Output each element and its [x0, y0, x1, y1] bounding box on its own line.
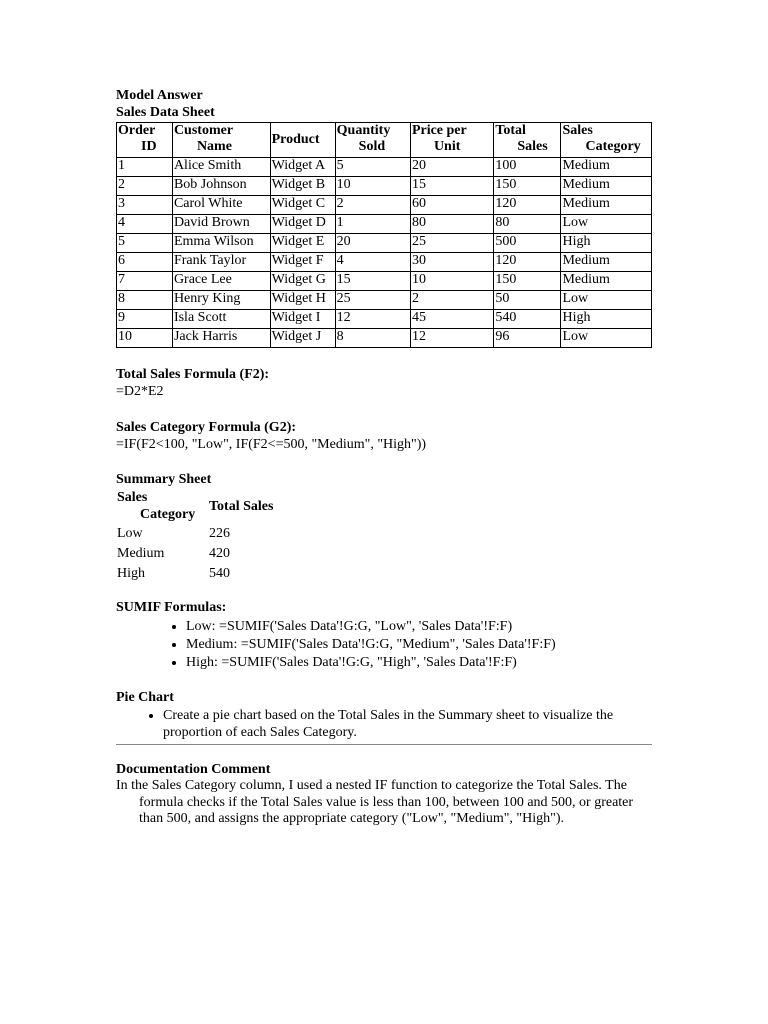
table-cell: Low: [561, 215, 652, 234]
table-cell: 1: [335, 215, 410, 234]
table-cell: Low: [561, 329, 652, 348]
summary-row: [116, 563, 274, 583]
table-row: [117, 177, 652, 196]
summary-col-total-sales: Total Sales: [209, 498, 274, 514]
table-cell: Widget G: [270, 272, 335, 291]
table-row: [117, 329, 652, 348]
table-row: [117, 253, 652, 272]
table-cell: 500: [494, 234, 561, 253]
list-item: • High: =SUMIF('Sales Data'!G:G, "High", 'Sales Data'!F:F): [186, 654, 652, 672]
table-cell: 25: [335, 291, 410, 310]
table-cell: 15: [410, 177, 493, 196]
table-cell: 120: [494, 196, 561, 215]
table-cell: 150: [494, 177, 561, 196]
table-cell: Medium: [561, 253, 652, 272]
pie-chart-list: [116, 707, 652, 741]
table-cell: 2: [117, 177, 173, 196]
summary-value-cell: 540: [209, 565, 230, 581]
table-cell: 12: [410, 329, 493, 348]
table-cell: 10: [335, 177, 410, 196]
table-cell: Bob Johnson: [172, 177, 270, 196]
table-cell: 3: [117, 196, 173, 215]
table-cell: 100: [494, 158, 561, 177]
pie-chart-title: Pie Chart: [116, 690, 174, 705]
table-cell: 12: [335, 310, 410, 329]
table-cell: 4: [117, 215, 173, 234]
col-header-customer-name: Customer Name: [172, 123, 270, 158]
table-cell: Medium: [561, 272, 652, 291]
table-row: [117, 196, 652, 215]
table-cell: 96: [494, 329, 561, 348]
table-cell: 50: [494, 291, 561, 310]
summary-row: [116, 523, 274, 543]
total-sales-formula: =D2*E2: [116, 384, 164, 399]
table-cell: 20: [335, 234, 410, 253]
table-cell: 60: [410, 196, 493, 215]
table-cell: Widget H: [270, 291, 335, 310]
table-cell: High: [561, 234, 652, 253]
table-cell: Widget E: [270, 234, 335, 253]
table-cell: 20: [410, 158, 493, 177]
sumif-title: SUMIF Formulas:: [116, 600, 227, 615]
table-cell: 6: [117, 253, 173, 272]
sales-data-table: [116, 122, 652, 348]
document-page: [116, 87, 652, 828]
table-cell: 15: [335, 272, 410, 291]
page-heading: Model Answer: [116, 88, 203, 103]
table-cell: 8: [335, 329, 410, 348]
table-cell: 4: [335, 253, 410, 272]
summary-row: [116, 543, 274, 563]
table-cell: 9: [117, 310, 173, 329]
section-divider: [116, 744, 652, 745]
table-cell: Medium: [561, 177, 652, 196]
table-row: [117, 158, 652, 177]
summary-value-cell: 420: [209, 545, 230, 561]
summary-category-cell: Low: [117, 525, 143, 541]
table-cell: 2: [335, 196, 410, 215]
table-cell: 80: [410, 215, 493, 234]
table-cell: Henry King: [172, 291, 270, 310]
table-cell: Widget B: [270, 177, 335, 196]
table-header-row: [117, 123, 652, 158]
summary-table-body: [116, 523, 274, 583]
table-cell: Medium: [561, 158, 652, 177]
table-cell: Alice Smith: [172, 158, 270, 177]
col-header-total-sales: Total Sales: [494, 123, 561, 158]
table-cell: 150: [494, 272, 561, 291]
table-row: [117, 215, 652, 234]
table-cell: 2: [410, 291, 493, 310]
table-cell: 7: [117, 272, 173, 291]
col-header-price-per-unit: Price per Unit: [410, 123, 493, 158]
summary-value-cell: 226: [209, 525, 230, 541]
table-cell: David Brown: [172, 215, 270, 234]
summary-col-category: Sales Category: [117, 490, 196, 522]
table-cell: Widget A: [270, 158, 335, 177]
table-cell: Emma Wilson: [172, 234, 270, 253]
table-cell: 80: [494, 215, 561, 234]
table-cell: Frank Taylor: [172, 253, 270, 272]
table-cell: 30: [410, 253, 493, 272]
list-item: • Medium: =SUMIF('Sales Data'!G:G, "Medium", 'Sales Data'!F:F): [186, 636, 652, 654]
summary-category-cell: Medium: [117, 545, 165, 561]
col-header-order-id: Order ID: [117, 123, 173, 158]
table-row: [117, 291, 652, 310]
category-formula: =IF(F2<100, "Low", IF(F2<=500, "Medium", "High")): [116, 437, 427, 452]
documentation-text: In the Sales Category column, I used a nested IF function to categorize the Total Sales. The formula checks if the Total Sales value is less than 100, between 100 and 500, or greater than 500, and assigns the appropriate category ("Low", "Medium", "High").: [116, 778, 634, 826]
documentation-title: Documentation Comment: [116, 762, 271, 777]
table-cell: Carol White: [172, 196, 270, 215]
table-cell: Jack Harris: [172, 329, 270, 348]
table-cell: Low: [561, 291, 652, 310]
table-cell: Widget D: [270, 215, 335, 234]
table-cell: Widget F: [270, 253, 335, 272]
col-header-sales-category: Sales Category: [561, 123, 652, 158]
table-cell: 5: [335, 158, 410, 177]
table-cell: Widget C: [270, 196, 335, 215]
category-formula-label: Sales Category Formula (G2):: [116, 420, 297, 435]
sumif-list: [116, 618, 652, 672]
list-item: • Low: =SUMIF('Sales Data'!G:G, "Low", 'Sales Data'!F:F): [186, 618, 652, 636]
col-header-product: Product: [270, 123, 335, 158]
table-cell: Grace Lee: [172, 272, 270, 291]
summary-table: [116, 489, 274, 583]
table-row: [117, 272, 652, 291]
table-cell: 120: [494, 253, 561, 272]
table-cell: Widget I: [270, 310, 335, 329]
table-cell: Medium: [561, 196, 652, 215]
table-cell: 540: [494, 310, 561, 329]
sheet-title: Sales Data Sheet: [116, 105, 215, 120]
table-cell: 5: [117, 234, 173, 253]
table-cell: 8: [117, 291, 173, 310]
col-header-quantity-sold: Quantity Sold: [335, 123, 410, 158]
summary-header-row: [116, 489, 274, 523]
table-cell: 45: [410, 310, 493, 329]
table-cell: High: [561, 310, 652, 329]
table-cell: 10: [410, 272, 493, 291]
table-cell: 1: [117, 158, 173, 177]
table-row: [117, 234, 652, 253]
total-sales-formula-label: Total Sales Formula (F2):: [116, 367, 270, 382]
table-cell: Isla Scott: [172, 310, 270, 329]
table-row: [117, 310, 652, 329]
summary-category-cell: High: [117, 565, 145, 581]
list-item: • Create a pie chart based on the Total Sales in the Summary sheet to visualize the proportion of each Sales Category.: [163, 707, 652, 741]
table-cell: Widget J: [270, 329, 335, 348]
summary-sheet-title: Summary Sheet: [116, 472, 212, 487]
table-cell: 25: [410, 234, 493, 253]
table-cell: 10: [117, 329, 173, 348]
sales-table-body: [117, 158, 652, 348]
